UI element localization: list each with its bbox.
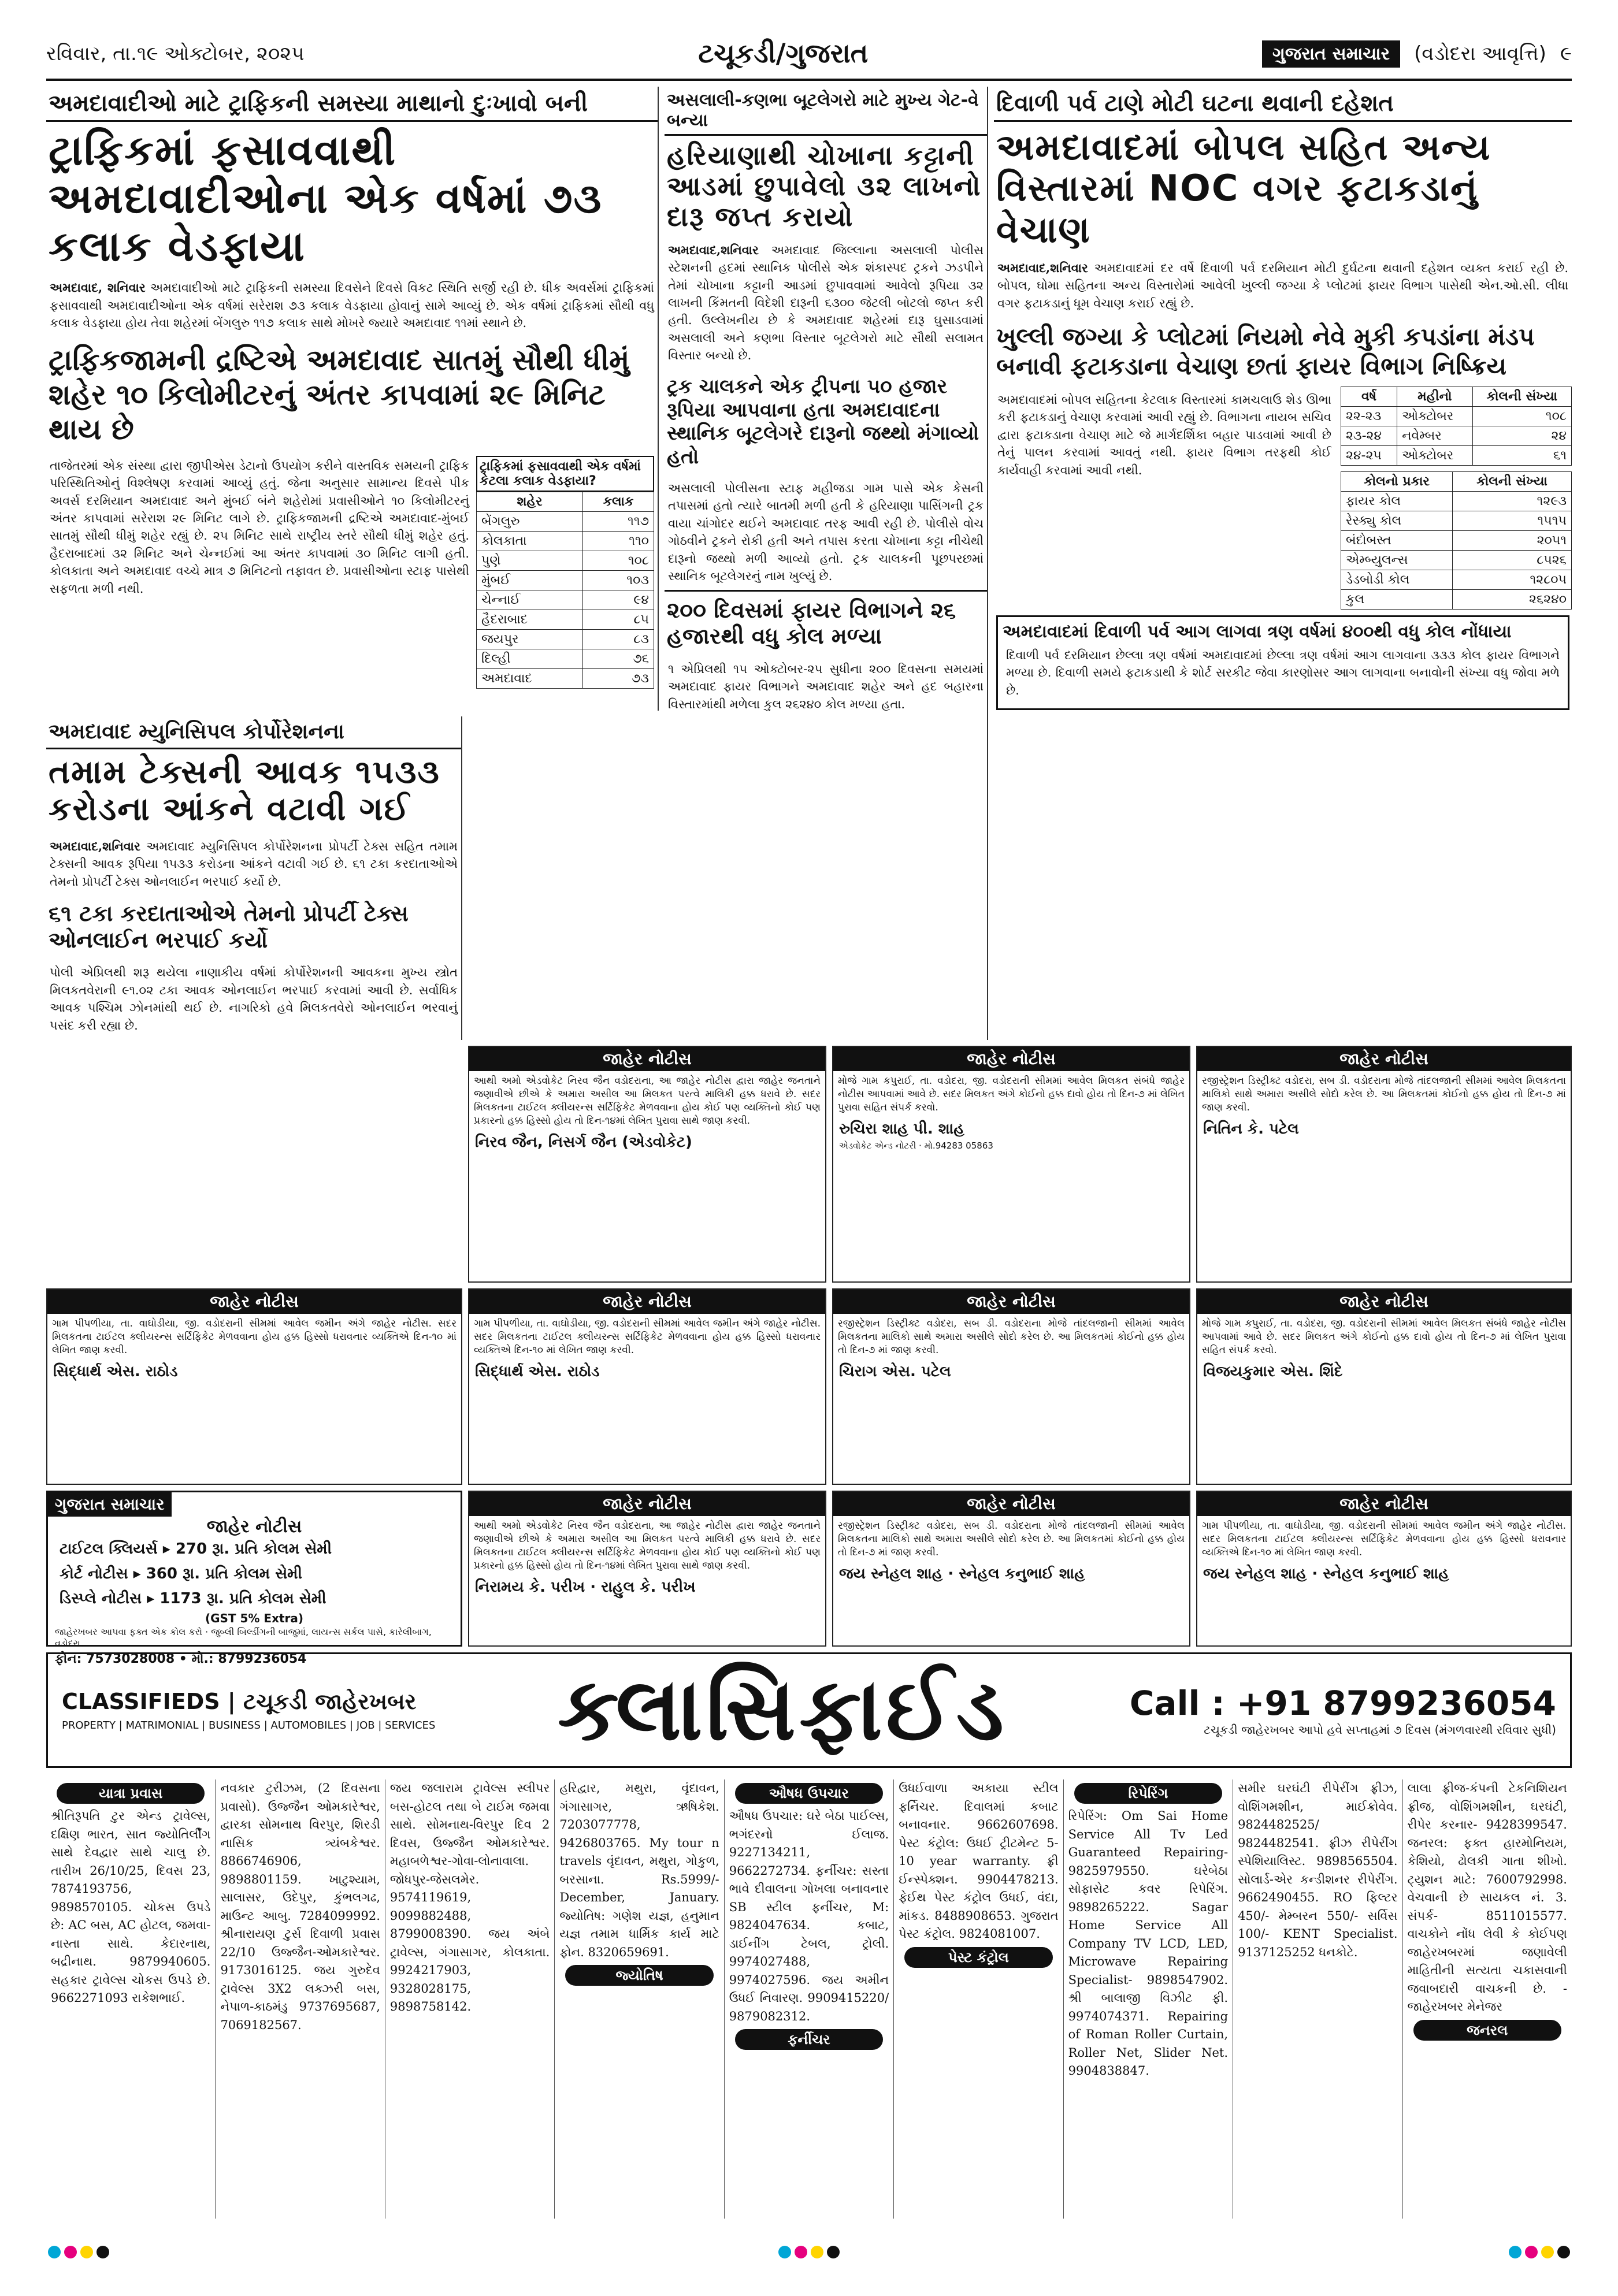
fire-calls-table	[1341, 471, 1572, 610]
article-text: અમદાવાદ જિલ્લાના અસલાલી પોલીસ સ્ટેશનની હદમાં સ્થાનિક પોલીસે એક શંકાસ્પદ ટ્રકને ઝડપીને તેમાં ચોખાના કટ્ટાની આડમાં છુપાવવામાં આવેલો રૂપિયા ૩૨ લાખની કિંમતની વિદેશી દારૂની ૬૩૦૦ જેટલી બોટલો જપ્ત કરી હતી. ઉલ્લેખનીય છે કે અમદાવાદ શહેરમાં દારૂ ઘુસાડવામાં અસલાલી અને કણભા વિસ્તાર બૂટલેગરો માટે સૌથી સલામત વિસ્તાર બન્યો છે.	[668, 243, 984, 363]
classifieds-contact	[1130, 1684, 1556, 1737]
classified-column	[385, 1779, 555, 2219]
registration-dots-right	[1507, 2246, 1572, 2261]
notice-title: જાહેર નોટીસ	[833, 1492, 1189, 1516]
notice-signature: સિદ્ધાર્થ એસ. રાઠોડ	[475, 1362, 600, 1380]
dateline: અમદાવાદ, શનિવાર	[50, 280, 146, 295]
classified-ad: હરિદ્વાર, મથુરા, વૃંદાવન, ગંગાસાગર, ઋષિકેશ. 7203077778, 9426803765. My tour n travels વૃંદાવન, મથુરા, ગોકુળ, બરસાના. Rs.5999/- December, January. જ્યોતિષ: ગણેશ યજ્ઞ, હનુમાન યજ્ઞ તમામ ધાર્મિક કાર્ય માટે ફોન. 8320659691.	[559, 1781, 719, 1959]
table-row	[477, 551, 654, 570]
article-text: અમદાવાદમાં દર વર્ષે દિવાળી પર્વ દરમિયાન મોટી દુર્ઘટના થવાની દહેશત વ્યક્ત કરાઈ રહી છે. બોપલ, ઘોમા સહિતના અન્ય વિસ્તારોમાં આવેલી ખુલ્લી જગ્યા કે પ્લોટમાં ફાયર વિભાગ પાસેથી એન.ઓ.સી. લીધા વગર ફટાકડાનું ધૂમ વેચાણ કરાઈ રહ્યું છે.	[997, 261, 1568, 310]
table-header: મહીનો	[1397, 387, 1472, 406]
classified-column	[46, 1779, 216, 2219]
classified-ad: ઔષધ ઉપચાર: ઘરે બેઠા પાઈલ્સ, ભગંદરનો ઈલાજ. 9227134211, 9662272734. ફર્નીચર: સસ્તા ભાવે દીવાલના ગોખલા બનાવનાર SB સ્ટીલ ફર્નીચર, M: 9824047634. કબાટ, ડાઈનીંગ ટેબલ, ટ્રોલી. 9974027488, 9974027596. જય અમીન ઉધઈ નિવારણ. 9909415220/ 9879082312.	[729, 1809, 889, 2023]
article-subhead: ટ્રાફિકજામની દ્રષ્ટિએ અમદાવાદ સાતમું સૌથી ધીમું શહેર ૧૦ કિલોમીટરનું અંતર કાપવામાં ૨૯ મિનિટ થાય છે	[49, 343, 630, 446]
article-text-2: અસલાલી પોલીસના સ્ટાફ મહીજડા ગામ પાસે એક કેસની તપાસમાં હતો ત્યારે બાતમી મળી હતી કે હરિયાણા પાસિંગની ટ્રક વાયા ચાંગોદર થઈને અમદાવાદ તરફ આવી રહી છે. પોલીસે વોચ ગોઠવીને ટ્રકને રોકી હતી અને તપાસ કરતા ચોખાના કટ્ટા નીચેથી દારૂનો જથ્થો મળી આવ્યો હતો. ટ્રક ચાલકની પૂછપરછમાં સ્થાનિક બૂટલેગરનું નામ ખુલ્યું છે.	[668, 481, 984, 584]
edition-label: (વડોદરા આવૃત્તિ)	[1414, 42, 1546, 65]
black-dot	[97, 2246, 109, 2258]
article-body	[994, 255, 1572, 317]
classified-ad: ઉધઈવાળા અકાયા સ્ટીલ ફર્નિચર. દિવાલમાં કબાટ બનાવનાર. 9662607698. પેસ્ટ કંટ્રોલ: ઉધઈ ટ્રીટમેન્ટ 5-10 year warranty. ફ્રી ઈન્સ્પેક્શન. 9904478213. ફેઈથ પેસ્ટ કંટ્રોલ ઉધઈ, વંદા, માંકડ. 8488908653. ગુજરાત પેસ્ટ કંટ્રોલ. 9824081007.	[899, 1781, 1059, 1941]
fire-tables	[1341, 387, 1572, 610]
classifieds-title: CLASSIFIEDS | ટચૂકડી જાહેરખબર	[62, 1689, 417, 1714]
classifieds-banner	[46, 1652, 1572, 1768]
cell: ૨૨-૨૩	[1341, 406, 1397, 426]
table-row	[477, 668, 654, 688]
article-subhead: ટ્રક ચાલકને એક ટ્રીપના ૫૦ હજાર રૂપિયા આપવાના હતા અમદાવાદના સ્થાનિક બૂટલેગરે દારૂનો જથ્થો મંગાવ્યો હતો	[667, 374, 979, 469]
notice-body: ગામ પીપળીયા, તા. વાઘોડીયા, જી. વડોદરાની સીમમાં આવેલ જમીન અંગે જાહેર નોટીસ. સદર મિલકતના ટાઈટલ ક્લીયરન્સ સર્ટિફિકેટ મેળવવાના હોય હક્ક હિસ્સો ધરાવનાર વ્યક્તિએ દિન-૧૦ માં લેખિત જાણ કરવી.	[1202, 1520, 1566, 1558]
category-label: ફર્નીચર	[735, 2029, 883, 2050]
classifieds-categories: PROPERTY | MATRIMONIAL | BUSINESS | AUTOMOBILES | JOB | SERVICES	[62, 1719, 436, 1732]
cell: ૨૦૫૧	[1453, 530, 1572, 550]
category-label: પેસ્ટ કંટ્રોલ	[904, 1947, 1052, 1968]
classified-ad: રિપેરિંગ: Om Sai Home Service All Tv Led Guaranteed Repairing- 9825979550. ઘરેબેઠા સોફાસેટ કવર રિપેરિંગ. 9898265222. Sagar Home Service All Company TV LCD, LED, Microwave Repairing Specialist- 9898547902. શ્રી બાલાજી વિઝીટ ફી. 9974074371. Repairing of Roman Roller Curtain, Roller Net, Slider Net. 9904838847.	[1068, 1809, 1229, 2078]
classified-column	[1403, 1779, 1572, 2219]
cell-hours: ૭૩	[582, 668, 654, 688]
classified-ad: જય જલારામ ટ્રાવેલ્સ સ્લીપર બસ-હોટલ તથા બે ટાઈમ જમવા સાથે. સોમનાથ-વિરપુર દિવ 2 દિવસ, ઉજ્જૈન ઓમકારેશ્વર. મહાબળેશ્વર-ગોવા-લોનાવાલા. જોધપુર-જેસલમેર. 9574119619, 9099882488, 8799008390. જય અંબે ટ્રાવેલ્સ, ગંગાસાગર, કોલકાતા. 9924217903, 9328028175, 9898758142.	[389, 1781, 550, 2013]
public-notice	[832, 1491, 1190, 1647]
rates-phone: ફોન: 7573028008 • મો.: 8799236054	[55, 1652, 307, 1666]
table-row	[1341, 426, 1572, 445]
cell: ૮૫૨૬	[1453, 550, 1572, 570]
dateline: અમદાવાદ,શનિવાર	[50, 838, 140, 853]
cell-city: હૈદરાબાદ	[477, 610, 583, 629]
article-text: અમદાવાદીઓ માટે ટ્રાફિકની સમસ્યા દિવસેને દિવસે વિકટ સ્થિતિ સર્જી રહી છે. ધીક અવર્સમાં ટ્રાફિકમાં ફસાવવાથી અમદાવાદીઓના એક વર્ષમાં સરેરાશ ૭૩ કલાક વેડફાયા હોવાનું સામે આવ્યું છે. એક વર્ષમાં ટ્રાફિકમાં સૌથી વધુ કલાક વેડફાયા હોય તેવા શહેરમાં બેંગલુરુ ૧૧૭ કલાક સાથે મોખરે જ્યારે અમદાવાદ ૧૧માં સ્થાને છે.	[50, 281, 654, 330]
table-header: કોલની સંખ્યા	[1453, 471, 1572, 491]
cell-hours: ૯૪	[582, 590, 654, 610]
yellow-dot	[1541, 2246, 1554, 2258]
article-kicker: અમદાવાદીઓ માટે ટ્રાફિકની સમસ્યા માથાનો દુઃખાવો બની	[46, 87, 658, 122]
category-label: યાત્રા પ્રવાસ	[57, 1783, 205, 1804]
rate-line: ડિસ્પ્લે નોટીસ ▸ 1173 રૂા. પ્રતિ કોલમ સેમી	[60, 1590, 326, 1607]
table-row	[1341, 550, 1572, 570]
table-row	[477, 610, 654, 629]
classified-column	[555, 1779, 724, 2219]
notice-title: જાહેર નોટીસ	[1197, 1492, 1571, 1516]
gst-note: (GST 5% Extra)	[205, 1611, 304, 1625]
article-headline: તમામ ટેક્સની આવક ૧૫૩૩ કરોડના આંકને વટાવી ગઈ	[49, 753, 440, 829]
box-title: અમદાવાદમાં દિવાળી પર્વ આગ લાગવા ત્રણ વર્ષમાં ૪૦૦થી વધુ કોલ નોંધાયા	[1003, 621, 1512, 642]
page-number: ૯	[1560, 42, 1572, 65]
classified-ad: નવકાર ટુરીઝમ, (2 દિવસના પ્રવાસો). ઉજ્જૈન ઓમકારેશ્વર, દ્વારકા સોમનાથ વિરપુર, શિરડી નાસિક ત્ર્યંબકેશ્વર. 8866746906, 9898801159. ખાટુશ્યામ, સાલાસર, ઉદેપુર, કુંભલગઢ, માઉન્ટ આબુ. 7284099992. શ્રીનારાયણ ટુર્સ દિવાળી પ્રવાસ 22/10 ઉજ્જૈન-ઓમકારેશ્વર. 9173016125. જય ગુરુદેવ ટ્રાવેલ્સ 3X2 લક્ઝરી બસ, નેપાળ-કાઠમંડુ 9737695687, 7069182567.	[220, 1781, 380, 2032]
table-header: કોલનો પ્રકાર	[1341, 471, 1453, 491]
article-kicker: દિવાળી પર્વ ટાણે મોટી ઘટના થવાની દહેશત	[994, 87, 1572, 122]
table-row	[1341, 570, 1572, 589]
page-header	[46, 29, 1572, 81]
print-registration-strip	[46, 2242, 1572, 2265]
cell: ૧૦૮	[1472, 406, 1571, 426]
classified-column	[725, 1779, 894, 2219]
page-date: રવિવાર, તા.૧૯ ઓક્ટોબર, ૨૦૨૫	[46, 42, 305, 65]
table-row	[1341, 530, 1572, 550]
cell-city: મુંબઈ	[477, 570, 583, 590]
notice-signature: સિદ્ધાર્થ એસ. રાઠોડ	[53, 1362, 178, 1380]
table-header: વર્ષ	[1341, 387, 1397, 406]
cell: એમ્બ્યુલન્સ	[1341, 550, 1453, 570]
cell-hours: ૧૧૦	[582, 531, 654, 551]
yellow-dot	[811, 2246, 823, 2258]
notice-body: આથી અમો એડવોકેટ નિરવ જૈન વડોદરાના, આ જાહેર નોટીસ દ્વારા જાહેર જનતાને જણાવીએ છીએ કે અમારા અસીલ આ મિલકત પરત્વે માલિકી હક્ક ધરાવે છે. સદર મિલકતના ટાઈટલ ક્લીયરન્સ સર્ટિફિકેટ મેળવવાના હોય કોઈ પણ વ્યક્તિનો કોઈ પણ પ્રકારનો હક્ક હિસ્સો હોય તો દિન-૧૪માં લેખિત પુરાવા સાથે જાણ કરવી.	[474, 1075, 821, 1127]
cell-hours: ૧૦૩	[582, 570, 654, 590]
notice-title: જાહેર નોટીસ	[469, 1047, 825, 1071]
notice-signature: નિતિન કે. પટેલ	[1203, 1120, 1299, 1138]
cell: ૨૩-૨૪	[1341, 426, 1397, 445]
cell: ૨૪	[1472, 426, 1571, 445]
notice-title: જાહેર નોટીસ	[833, 1047, 1189, 1071]
public-notice	[832, 1288, 1190, 1485]
notice-contact: એડવોકેટ એન્ડ નોટરી · મો.94283 05863	[839, 1140, 993, 1151]
cyan-dot	[48, 2246, 61, 2258]
table-row	[477, 590, 654, 610]
category-label: ઔષધ ઉપચાર	[735, 1783, 883, 1804]
article-subhead: ૬૧ ટકા કરદાતાઓએ તેમનો પ્રોપર્ટી ટેક્સ ઓનલાઈન ભરપાઈ કર્યો	[49, 901, 409, 953]
cell: ઓક્ટોબર	[1397, 445, 1472, 465]
table-title: ટ્રાફિકમાં ફસાવવાથી એક વર્ષમાં કેટલા કલાક વેડફાયા?	[476, 456, 654, 492]
category-label: જનરલ	[1413, 2020, 1561, 2041]
cell-hours: ૮૫	[582, 610, 654, 629]
registration-dots-center	[777, 2246, 841, 2261]
cell: ડેડબોડી કોલ	[1341, 570, 1453, 589]
cell-city: અમદાવાદ	[477, 668, 583, 688]
rates-brand: ગુજરાત સમાચાર	[48, 1492, 172, 1517]
table-row	[1341, 491, 1572, 511]
table-row	[477, 531, 654, 551]
article-kicker: અસલાલી-કણભા બૂટલેગરો માટે મુખ્ય ગેટ-વે બન્યા	[665, 87, 987, 136]
traffic-table	[476, 492, 654, 689]
rate-line: ટાઈટલ ક્લિયર્સ ▸ 270 રૂા. પ્રતિ કોલમ સેમી	[60, 1540, 332, 1558]
notice-title: જાહેર નોટીસ	[833, 1290, 1189, 1314]
classified-ad: શ્રીતિરૂપતિ ટુર એન્ડ ટ્રાવેલ્સ, દક્ષિણ ભારત, સાત જ્યોતિર્લીંગ સાથે દેવદ્વાર સાથે ચાલુ છે. તારીખ 26/10/25, દિવસ 23, 7874193756, 9898570105. ચોકસ ઉપડે છે: AC બસ, AC હોટલ, જમવા-નાસ્તા સાથે. કેદારનાથ, બદ્રીનાથ. 9879940605. સહકાર ટ્રાવેલ્સ ચોકસ ઉપડે છે. 9662271093 રાકેશભાઈ.	[51, 1809, 211, 2005]
traffic-table-box	[473, 452, 658, 692]
cell: રેસ્ક્યુ કોલ	[1341, 511, 1453, 530]
rate-line: કોર્ટ નોટીસ ▸ 360 રૂા. પ્રતિ કોલમ સેમી	[60, 1565, 302, 1582]
cell: ૬૧	[1472, 445, 1571, 465]
notice-signature: રુચિરા શાહ પી. શાહ	[839, 1120, 964, 1138]
classified-ad: સમીર ઘરઘંટી રીપેરીંગ ફ્રીઝ, વોશિંગમશીન, માઈક્રોવેવ. 9824482525/ 9824482541. ફ્રીઝ રીપેરીંગ સ્પેશિયાલિસ્ટ. 9898565504. સોલાર્ડ-એર કન્ડીશનર રીપેરીંગ. 9662490455. RO ફિલ્ટર 450/- મેમ્બરન 550/- સર્વિસ 100/- KENT Specialist. 9137125252 ધનકોટે.	[1238, 1781, 1398, 1959]
notice-title: જાહેર નોટીસ	[47, 1290, 461, 1314]
notice-title: જાહેર નોટીસ	[1197, 1290, 1571, 1314]
notice-signature: નિરામય કે. પરીખ · રાહુલ કે. પરીખ	[475, 1578, 696, 1596]
black-dot	[827, 2246, 840, 2258]
cell-city: જયપુર	[477, 629, 583, 649]
article-headline: અમદાવાદમાં બોપલ સહિત અન્ય વિસ્તારમાં NOC વગર ફટાકડાનું વેચાણ	[996, 126, 1491, 251]
table-row	[1341, 511, 1572, 530]
table-row	[477, 649, 654, 668]
dateline: અમદાવાદ,શનિવાર	[668, 242, 759, 257]
box-body: દિવાળી પર્વ દરમિયાન છેલ્લા ત્રણ વર્ષમાં અમદાવાદમાં છેલ્લા ત્રણ વર્ષમાં આગ લાગવાના ૩૩૩ કોલ ફાયર વિભાગને મળ્યા છે. દિવાળી સમયે ફટાકડાથી કે શોર્ટ સરકીટ જેવા કારણોસર આગ લાગવાના બનાવોની સંખ્યા વધુ જોવા મળે છે.	[1006, 648, 1560, 697]
category-label: જ્યોતિષ	[565, 1965, 713, 1986]
notice-signature: ચિરાગ એસ. પટેલ	[839, 1362, 951, 1380]
magenta-dot	[64, 2246, 77, 2258]
article-text-2: તાજેતરમાં એક સંસ્થા દ્વારા જીપીએસ ડેટાનો ઉપયોગ કરીને વાસ્તવિક સમયની ટ્રાફિક પરિસ્થિતિઓનું વિશ્લેષણ કરવામાં આવ્યું હતું. જેના અનુસાર સામાન્ય દિવસે પીક અવર્સ દરમિયાન અમદાવાદ અને મુંબઈ બંને શહેરોમાં પ્રવાસીઓને ૧૦ કિલોમીટરનું અંતર કાપવામાં સરેરાશ ૨૯ મિનિટ લાગે છે. ટ્રાફિકજામની દ્રષ્ટિએ અમદાવાદ-મુંબઈ સાતમું સૌથી ધીમું શહેર રહ્યું છે. ૨૫ મિનિટ સાથે રાષ્ટ્રીય સ્તરે સૌથી ધીમું શહેર હતું. હૈદરાબાદમાં ૩૨ મિનિટ અને ચેન્નઈમાં આ અંતર કાપવામાં ૩૦ મિનિટ લાગી હતી. કોલકાતા અને અમદાવાદ વચ્ચે માત્ર ૭ મિનિટનો તફાવત છે. પ્રવાસીઓના સ્ટાફ પાસેથી સફળતા મળી નથી.	[50, 458, 469, 596]
classifieds-grid	[46, 1779, 1572, 2219]
fire-year-table	[1341, 387, 1572, 466]
article-headline: ટ્રાફિકમાં ફસાવવાથી અમદાવાદીઓના એક વર્ષમાં ૭૩ કલાક વેડફાયા	[49, 126, 603, 270]
article-subhead: ખુલ્લી જગ્યા કે પ્લોટમાં નિયમો નેવે મુકી કપડાંના મંડપ બનાવી ફટાકડાના વેચાણ છતાં ફાયર વિભાગ નિષ્ક્રિય	[996, 322, 1535, 380]
table-header: કલાક	[582, 492, 654, 511]
article-body	[665, 237, 987, 369]
cell-hours: ૧૧૭	[582, 511, 654, 531]
cyan-dot	[778, 2246, 791, 2258]
classified-column	[1233, 1779, 1402, 2219]
article-traffic	[46, 87, 659, 711]
notice-body: રજીસ્ટ્રેશન ડિસ્ટ્રીક્ટ વડોદરા, સબ ડી. વડોદરાના મોજે તાંદલજાની સીમમાં આવેલ મિલકતના માલિકો સાથે અમારા અસીલે સોદો કરેલ છે. આ મિલકતમાં કોઈનો હક્ક હોય તો દિન-૭ માં જાણ કરવી.	[838, 1520, 1185, 1558]
cell: કુલ	[1341, 589, 1453, 609]
classifieds-masthead: ક્લાસિફાઈડ	[558, 1659, 1008, 1760]
article-kicker: અમદાવાદ મ્યુનિસિપલ કોર્પોરેશનના	[46, 716, 461, 749]
classified-column	[1064, 1779, 1233, 2219]
table-row	[1341, 589, 1572, 609]
classified-column	[894, 1779, 1063, 2219]
notice-title: જાહેર નોટીસ	[1197, 1047, 1571, 1071]
article-amc-tax	[46, 716, 462, 1040]
magenta-dot	[1525, 2246, 1538, 2258]
notice-body: રજીસ્ટ્રેશન ડિસ્ટ્રીક્ટ વડોદરા, સબ ડી. વડોદરાના મોજે તાંદલજાની સીમમાં આવેલ મિલકતના માલિકો સાથે અમારા અસીલે સોદો કરેલ છે. આ મિલકતમાં કોઈનો હક્ક હોય તો દિન-૭ માં જાણ કરવી.	[838, 1318, 1185, 1356]
notice-signature: નિરવ જૈન, નિસર્ગ જૈન (એડવોકેટ)	[475, 1133, 692, 1151]
notice-body: ગામ પીપળીયા, તા. વાઘોડીયા, જી. વડોદરાની સીમમાં આવેલ જમીન અંગે જાહેર નોટીસ. સદર મિલકતના ટાઈટલ ક્લીયરન્સ સર્ટિફિકેટ મેળવવાના હોય હક્ક હિસ્સો ધરાવનાર વ્યક્તિએ દિન-૧૦ માં લેખિત જાણ કરવી.	[52, 1318, 457, 1356]
cell: ૨૬૨૪૦	[1453, 589, 1572, 609]
notice-body: ગામ પીપળીયા, તા. વાઘોડીયા, જી. વડોદરાની સીમમાં આવેલ જમીન અંગે જાહેર નોટીસ. સદર મિલકતના ટાઈટલ ક્લીયરન્સ સર્ટિફિકેટ મેળવવાના હોય હક્ક હિસ્સો ધરાવનાર વ્યક્તિએ દિન-૧૦ માં લેખિત જાણ કરવી.	[474, 1318, 821, 1356]
notice-body: રજીસ્ટ્રેશન ડિસ્ટ્રીક્ટ વડોદરા, સબ ડી. વડોદરાના મોજે તાંદલજાની સીમમાં આવેલ મિલકતના માલિકો સાથે અમારા અસીલે સોદો કરેલ છે. આ મિલકતમાં કોઈનો હક્ક હોય તો દિન-૭ માં જાણ કરવી.	[1202, 1075, 1566, 1113]
cell-hours: ૧૦૮	[582, 551, 654, 570]
classifieds-label	[62, 1689, 435, 1732]
cell-city: ચેન્નાઈ	[477, 590, 583, 610]
cell: નવેમ્બર	[1397, 426, 1472, 445]
table-row	[1341, 445, 1572, 465]
cell: ઓક્ટોબર	[1397, 406, 1472, 426]
cell-city: કોલકાતા	[477, 531, 583, 551]
cell-hours: ૮૩	[582, 629, 654, 649]
cell: ૧૨૮૦૫	[1453, 570, 1572, 589]
public-notice	[468, 1491, 826, 1647]
public-notice	[1196, 1288, 1572, 1485]
notice-title: જાહેર નોટીસ	[469, 1492, 825, 1516]
notice-signature: વિજયકુમાર એસ. શિંદે	[1203, 1362, 1343, 1380]
public-notice	[468, 1046, 826, 1283]
table-row	[1341, 406, 1572, 426]
article-text-3: ૧ એપ્રિલથી ૧૫ ઓક્ટોબર-૨૫ સુધીના ૨૦૦ દિવસના સમયમાં અમદાવાદ ફાયર વિભાગને અમદાવાદ શહેર અને હદ બહારના વિસ્તારમાંથી મળેલા કુલ ૨૬૨૪૦ કોલ મળ્યા હતા.	[668, 662, 984, 711]
public-notice	[832, 1046, 1190, 1283]
cyan-dot	[1509, 2246, 1521, 2258]
cell: બંદોબસ્ત	[1341, 530, 1453, 550]
article-subhead-2: ૨૦૦ દિવસમાં ફાયર વિભાગને ૨૬ હજારથી વધુ કોલ મળ્યા	[665, 590, 987, 656]
section-title: ટચૂકડી/ગુજરાત	[698, 38, 869, 69]
notice-rates-box	[46, 1491, 462, 1666]
cell-hours: ૭૬	[582, 649, 654, 668]
article-text: અમદાવાદ મ્યુનિસિપલ કોર્પોરેશનના પ્રોપર્ટી ટેક્સ સહિત તમામ ટેક્સની આવક રૂપિયા ૧૫૩૩ કરોડના આંકને વટાવી ગઈ છે. ૬૧ ટકા કરદાતાઓએ તેમનો પ્રોપર્ટી ટેક્સ ઓનલાઈન ભરપાઈ કર્યો છે.	[50, 839, 458, 889]
cell: ૧૨૯૩	[1453, 491, 1572, 511]
article-headline: હરિયાણાથી ચોખાના કટ્ટાની આડમાં છુપાવેલો ૩૨ લાખનો દારૂ જપ્ત કરાયો	[667, 140, 982, 232]
public-notice	[1196, 1046, 1572, 1283]
classifieds-phone: Call : +91 8799236054	[1129, 1684, 1556, 1723]
rates-title: જાહેર નોટીસ	[206, 1517, 302, 1537]
notice-signature: જય સ્નેહલ શાહ · સ્નેહલ કનુભાઈ શાહ	[1203, 1565, 1449, 1582]
notice-body: મોજે ગામ કપુરાઈ, તા. વડોદરા, જી. વડોદરાની સીમમાં આવેલ મિલકત સંબંધે જાહેર નોટીસ આપવામાં આવે છે. સદર મિલકત અંગે કોઈનો હક્ક દાવો હોય તો દિન-૭ માં લેખિત પુરાવા સહિત સંપર્ક કરવો.	[1202, 1318, 1566, 1356]
table-header: કોલની સંખ્યા	[1472, 387, 1571, 406]
table-row	[477, 570, 654, 590]
brand-logo: ગુજરાત સમાચાર	[1262, 40, 1400, 68]
table-row	[477, 511, 654, 531]
category-label: રિપેરિંગ	[1074, 1783, 1222, 1804]
public-notice	[1196, 1491, 1572, 1647]
public-notice	[468, 1288, 826, 1485]
yellow-dot	[80, 2246, 93, 2258]
article-liquor	[665, 87, 988, 1040]
article-text-2: પોલી એપ્રિલથી શરૂ થયેલા નાણાકીય વર્ષમાં કોર્પોરેશનની આવકના મુખ્ય સ્ત્રોત મિલકતવેરાની ૯૧.૦૨ ટકા આવક ઓનલાઈન ભરપાઈ કરવામાં આવી છે. સર્વાધિક આવક પશ્ચિમ ઝોનમાંથી થઈ છે. નાગરિકો હવે મિલકતવેરો ઓનલાઈન ભરવાનું પસંદ કરી રહ્યા છે.	[50, 965, 458, 1032]
black-dot	[1557, 2246, 1570, 2258]
cell-city: દિલ્હી	[477, 649, 583, 668]
magenta-dot	[795, 2246, 807, 2258]
public-notice	[46, 1288, 462, 1485]
cell: ફાયર કોલ	[1341, 491, 1453, 511]
table-header: શહેર	[477, 492, 583, 511]
article-body	[46, 833, 461, 895]
rates-address: જાહેરખબર આપવા ફક્ત એક કોલ કરો · જુબ્લી બિલ્ડીંગની બાજુમાં, લાયન્સ સર્કલ પાસે, કારેલીબાગ, વડોદરા.	[55, 1626, 432, 1649]
header-right	[1262, 40, 1572, 68]
article-body	[46, 274, 658, 336]
registration-dots-left	[46, 2246, 111, 2261]
notice-body: મોજે ગામ કપુરાઈ, તા. વડોદરા, જી. વડોદરાની સીમમાં આવેલ મિલકત સંબંધે જાહેર નોટીસ આપવામાં આવે છે. સદર મિલકત અંગે કોઈનો હક્ક દાવો હોય તો દિન-૭ માં લેખિત પુરાવા સહિત સંપર્ક કરવો.	[838, 1075, 1185, 1113]
notice-title: જાહેર નોટીસ	[469, 1290, 825, 1314]
classified-column	[216, 1779, 385, 2219]
classifieds-schedule: ટચૂકડી જાહેરખબર આપો હવે સપ્તાહમાં ૭ દિવસ (મંગળવારથી રવિવાર સુધી)	[1204, 1723, 1556, 1737]
cell: ૧૫૧૫	[1453, 511, 1572, 530]
classified-ad: લાલા ફ્રીજ-કંપની ટેકનિશિયન ફ્રીજ, વોશિંગમશીન, ઘરઘંટી, રીપેર કરનાર- 9428399547. જનરલ: ફક્ત હારમોનિયમ, કેશિયો, ઢોલકી ગાતા શીખો. ટ્યુશન માટે: 7600792998. વેચવાની છે સાયકલ નં. 3. સંપર્ક- 8511015577. વાચકોને નોંધ લેવી કે કોઈપણ જાહેરખબરમાં જણાવેલી માહિતીની સત્યતા ચકાસવાની જવાબદારી વાચકની છે. - જાહેરખબર મેનેજર	[1407, 1781, 1567, 2013]
notice-signature: જય સ્નેહલ શાહ · સ્નેહલ કનુભાઈ શાહ	[839, 1565, 1085, 1582]
cell: ૨૪-૨૫	[1341, 445, 1397, 465]
article-firecracker	[994, 87, 1572, 1040]
cell-city: બેંગલુરુ	[477, 511, 583, 531]
article-text-2: અમદાવાદમાં બોપલ સહિતના કેટલાક વિસ્તારમાં કામચલાઉ શેડ ઊભા કરી ફટાકડાનું વેચાણ કરવામાં આવી રહ્યું છે. વિભાગના નાયબ સચિવ દ્વારા ફટાકડાના વેચાણ માટે જે માર્ગદર્શિકા બહાર પાડવામાં આવી છે તેનું પાલન કરવામાં આવતું નથી. ફાયર વિભાગ તરફથી કોઈ કાર્યવાહી કરવામાં આવી નથી.	[997, 392, 1331, 477]
fire-stat-box	[996, 615, 1569, 710]
cell-city: પુણે	[477, 551, 583, 570]
notice-body: આથી અમો એડવોકેટ નિરવ જૈન વડોદરાના, આ જાહેર નોટીસ દ્વારા જાહેર જનતાને જણાવીએ છીએ કે અમારા અસીલ આ મિલકત પરત્વે માલિકી હક્ક ધરાવે છે. સદર મિલકતના ટાઈટલ ક્લીયરન્સ સર્ટિફિકેટ મેળવવાના હોય કોઈ પણ વ્યક્તિનો કોઈ પણ પ્રકારનો હક્ક હિસ્સો હોય તો દિન-૧૪માં લેખિત પુરાવા સાથે જાણ કરવી.	[474, 1520, 821, 1571]
dateline: અમદાવાદ,શનિવાર	[997, 260, 1088, 275]
table-row	[477, 629, 654, 649]
